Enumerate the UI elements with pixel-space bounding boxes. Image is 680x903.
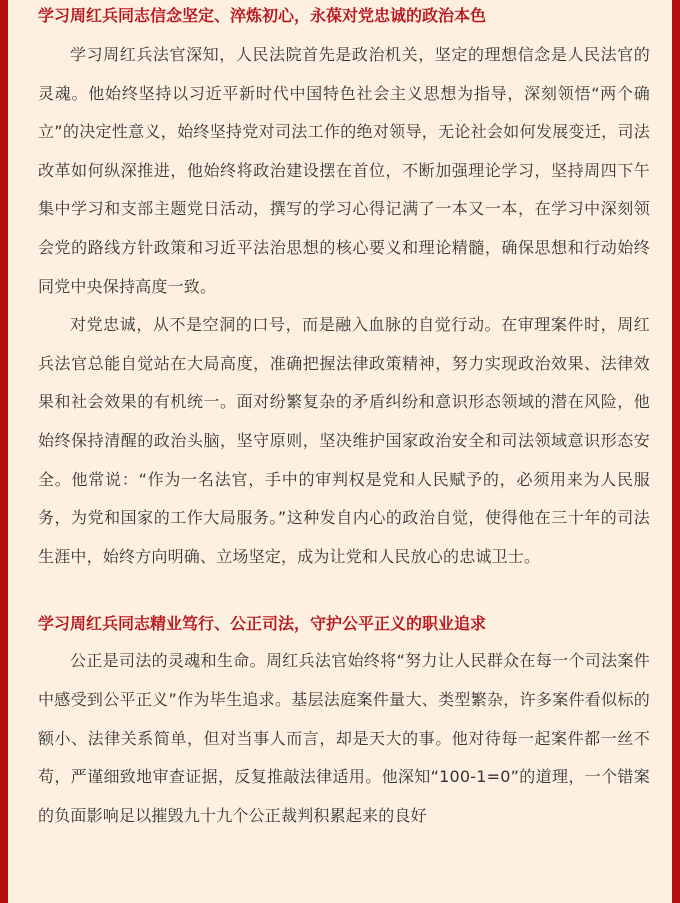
paragraph-justice: 公正是司法的灵魂和生命。周红兵法官始终将“努力让人民群众在每一个司法案件中感受到公平正义”作为毕生追求。基层法庭案件量大、类型繁杂，许多案件看似标的额小、法律关系简单，但对当事人而言，却是天大的事。他对待每一起案件都一丝不苟，严谨细致地审查证据，反复推敲法律适用。他深知“100-1=0”的道理，一个错案的负面影响足以摧毁九十九个公正裁判积累起来的良好 (38, 651, 650, 825)
paragraph-loyalty: 对党忠诚，从不是空洞的口号，而是融入血脉的自觉行动。在审理案件时，周红兵法官总能自觉站在大局高度，准确把握法律政策精神，努力实现政治效果、法律效果和社会效果的有机统一。面对纷繁复杂的矛盾纠纷和意识形态领域的潜在风险，他始终保持清醒的政治头脑，坚守原则，坚决维护国家政治安全和司法领域意识形态安全。他常说：“作为一名法官，手中的审判权是党和人民赋予的，必须用来为人民服务，为党和国家的工作大局服务。”这种发自内心的政治自觉，使得他在三十年的司法生涯中，始终方向明确、立场坚定，成为让党和人民放心的忠诚卫士。 (38, 315, 650, 566)
section-heading-justice: 学习周红兵同志精业笃行、公正司法，守护公平正义的职业追求 (38, 614, 487, 634)
article-content (38, 0, 650, 835)
section-heading-loyalty: 学习周红兵同志信念坚定、淬炼初心，永葆对党忠诚的政治本色 (38, 6, 487, 25)
paragraph-faith: 学习周红兵法官深知，人民法院首先是政治机关，坚定的理想信念是人民法官的灵魂。他始终坚持以习近平新时代中国特色社会主义思想为指导，深刻领悟“两个确立”的决定性意义，始终坚持党对司法工作的绝对领导，无论社会如何发展变迁，司法改革如何纵深推进，他始终将政治建设摆在首位，不断加强理论学习，坚持周四下午集中学习和支部主题党日活动，撰写的学习心得记满了一本又一本，在学习中深刻领会党的路线方针政策和习近平法治思想的核心要义和理论精髓，确保思想和行动始终同党中央保持高度一致。 (38, 45, 650, 296)
